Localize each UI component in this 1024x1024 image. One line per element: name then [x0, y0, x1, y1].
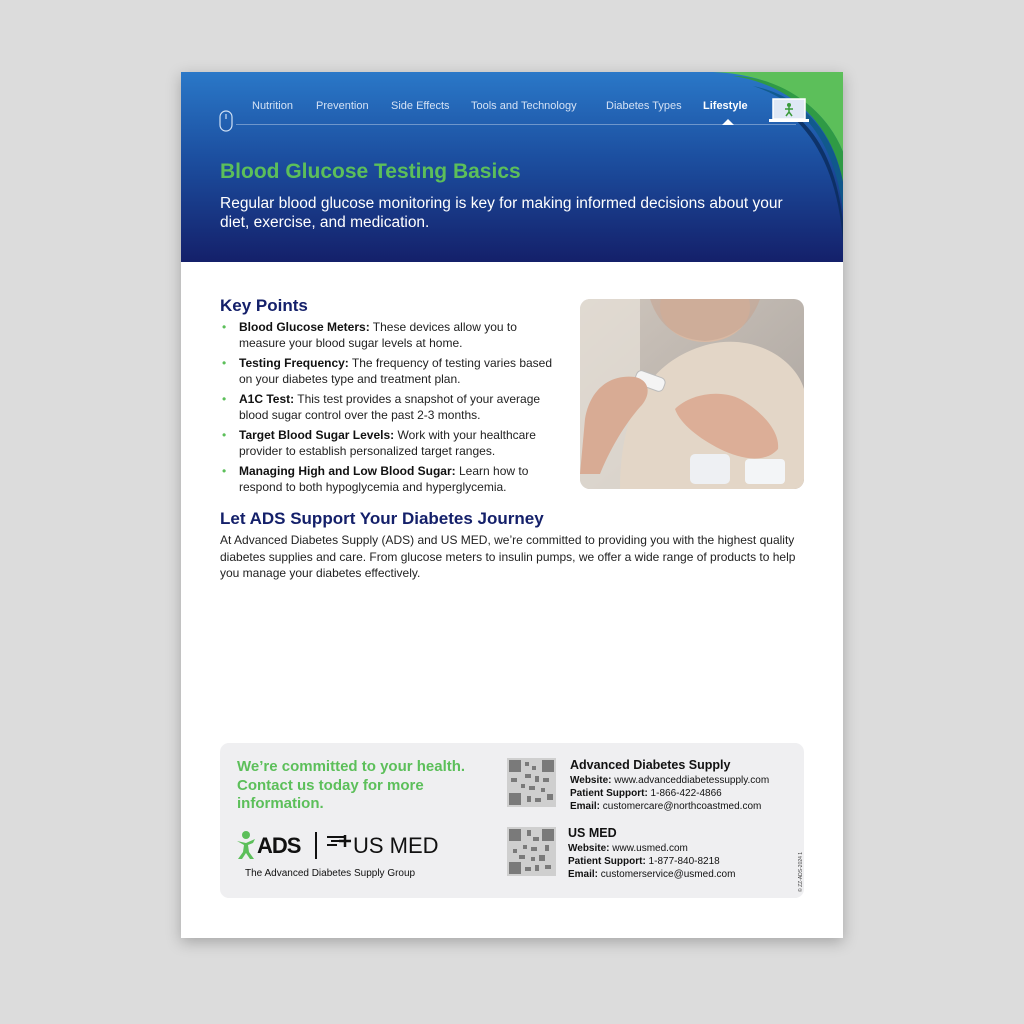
contact-website[interactable]: Website: www.usmed.com — [568, 843, 688, 854]
laptop-icon — [769, 98, 809, 124]
footer-cta: We’re committed to your health. Contact us today for more information. — [237, 758, 466, 812]
page-title: Blood Glucose Testing Basics — [220, 160, 521, 183]
bullet-icon: • — [222, 356, 227, 370]
key-points-list — [220, 320, 560, 500]
active-indicator — [722, 119, 734, 125]
contact-ads — [570, 757, 769, 813]
list-item: • Testing Frequency: The frequency of testing varies based on your diabetes type and treatment plan. — [222, 356, 553, 386]
logo-divider — [315, 832, 317, 859]
contact-name: US MED — [568, 826, 617, 840]
topic-nav — [181, 72, 843, 132]
contact-email[interactable]: Email: customercare@northcoastmed.com — [570, 801, 762, 812]
ads-logo-text: ADS — [257, 833, 301, 858]
ads-person-icon — [235, 830, 257, 860]
contact-name: Advanced Diabetes Supply — [570, 758, 731, 772]
usmed-logo-text: US MED — [353, 833, 439, 858]
usmed-cross-icon — [327, 833, 353, 859]
group-tagline: The Advanced Diabetes Supply Group — [245, 868, 416, 879]
document-code: © ZZ-ADS-2024 1 — [798, 851, 804, 892]
list-item: • Blood Glucose Meters: These devices allow you to measure your blood sugar levels at home. — [222, 320, 517, 350]
list-item: • Target Blood Sugar Levels: Work with your healthcare provider to establish personalized target ranges. — [222, 428, 536, 458]
nav-item-lifestyle[interactable]: Lifestyle — [703, 100, 748, 112]
page-subtitle: Regular blood glucose monitoring is key for making informed decisions about your diet, exercise, and medication. — [220, 195, 783, 231]
list-item: • Managing High and Low Blood Sugar: Learn how to respond to both hypoglycemia and hyperglycemia. — [222, 464, 529, 494]
nav-divider — [236, 124, 796, 125]
nav-item-diabetes-types[interactable]: Diabetes Types — [606, 100, 682, 112]
bullet-icon: • — [222, 320, 227, 334]
ads-support-body: At Advanced Diabetes Supply (ADS) and US MED, we’re committed to providing you with the highest quality diabetes supplies and care. From glucose meters to insulin pumps, we offer a wide range of products to help you manage your diabetes effectively. — [220, 533, 796, 580]
nav-item-prevention[interactable]: Prevention — [316, 100, 369, 112]
contact-usmed — [568, 825, 735, 881]
nav-item-nutrition[interactable]: Nutrition — [252, 100, 293, 112]
header-banner — [181, 72, 843, 262]
brand-logos — [235, 830, 465, 862]
flyer-page — [181, 72, 843, 938]
bullet-icon: • — [222, 392, 227, 406]
contact-footer — [220, 743, 804, 898]
mouse-icon — [219, 110, 233, 132]
qr-code-usmed[interactable] — [507, 827, 556, 876]
contact-email[interactable]: Email: customerservice@usmed.com — [568, 869, 736, 880]
nav-item-side-effects[interactable]: Side Effects — [391, 100, 450, 112]
bullet-icon: • — [222, 428, 227, 442]
contact-website[interactable]: Website: www.advanceddiabetessupply.com — [570, 775, 770, 786]
glucose-testing-photo — [580, 299, 804, 489]
qr-code-ads[interactable] — [507, 758, 556, 807]
contact-phone[interactable]: Patient Support: 1-866-422-4866 — [570, 788, 722, 799]
key-points-heading: Key Points — [220, 296, 308, 315]
contact-phone[interactable]: Patient Support: 1-877-840-8218 — [568, 856, 720, 867]
list-item: • A1C Test: This test provides a snapshot of your average blood sugar control over the past 2-3 months. — [222, 392, 541, 422]
nav-item-tools-and-technology[interactable]: Tools and Technology — [471, 100, 577, 112]
ads-support-heading: Let ADS Support Your Diabetes Journey — [220, 509, 544, 528]
bullet-icon: • — [222, 464, 227, 478]
